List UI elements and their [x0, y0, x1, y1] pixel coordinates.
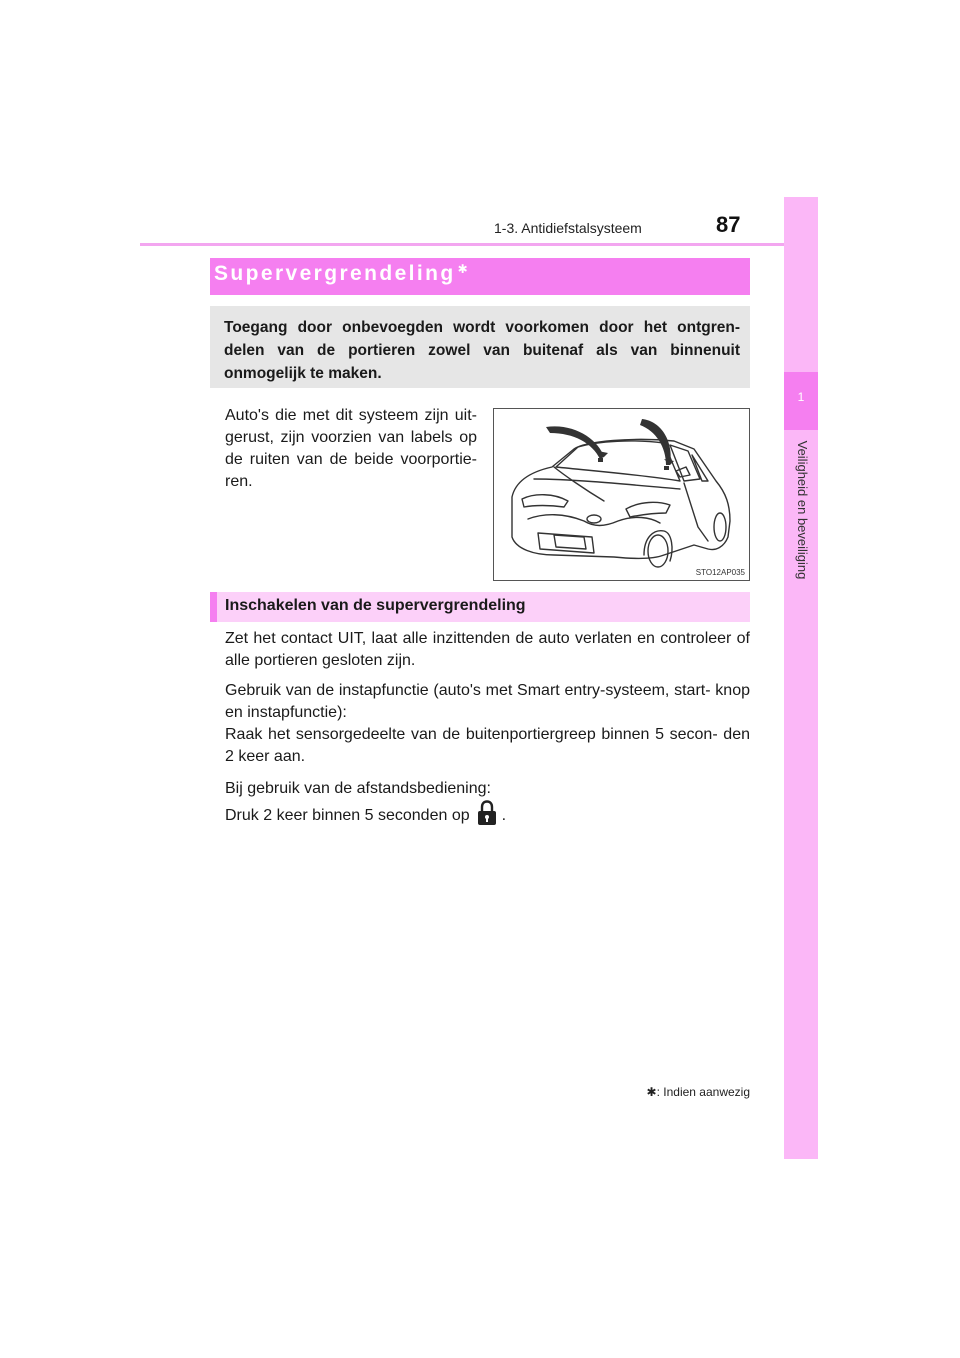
paragraph-entry-function: [225, 680, 750, 768]
paragraph-switch-off: Zet het contact UIT, laat alle inzittenden de auto verlaten en controleer of alle portieren gesloten zijn.: [225, 630, 750, 669]
remote-step-period: .: [501, 807, 507, 824]
footnote-text: : Indien aanwezig: [656, 1085, 750, 1099]
paragraph-remote-control-step: [225, 800, 750, 827]
equipped-vehicles-text: Auto's die met dit systeem zijn uit- gerust, zijn voorzien van labels op de ruiten van de beide voorportie- ren.: [225, 407, 477, 490]
chapter-label: Veiligheid en beveiliging: [795, 440, 810, 580]
subheading-accent: [210, 592, 217, 622]
paragraph-entry-function-intro: Gebruik van de instapfunctie (auto's met Smart entry-systeem, start- knop en instapfunctie):: [225, 682, 750, 721]
title-bar: [210, 258, 750, 295]
chapter-side-tab: [784, 197, 818, 1159]
intro-text: Toegang door onbevoegden wordt voorkomen door het ontgren- delen van de portieren zowel van buitenaf als van binnenuit onmogelijk te maken.: [224, 319, 740, 382]
lock-icon: [476, 800, 498, 826]
paragraph-remote-control: [225, 778, 750, 827]
subheading-text: Inschakelen van de supervergrendeling: [225, 597, 526, 614]
section-header: 1-3. Antidiefstalsysteem: [494, 220, 642, 236]
remote-step-text: Druk 2 keer binnen 5 seconden op: [225, 807, 470, 824]
asterisk-icon: ✱: [457, 262, 468, 276]
intro-box: [210, 306, 750, 388]
asterisk-icon: ✱: [646, 1085, 657, 1099]
page-title: [214, 262, 468, 286]
car-icon: [494, 409, 749, 580]
page-number: 87: [716, 212, 741, 237]
subheading-bar: [210, 592, 750, 622]
page-title-text: Supervergrendeling: [214, 262, 456, 285]
figure-code: STO12AP035: [695, 568, 745, 577]
paragraph-remote-control-intro: Bij gebruik van de afstandsbediening:: [225, 780, 491, 797]
header-rule: [140, 243, 818, 246]
chapter-number: 1: [797, 390, 805, 404]
paragraph-entry-function-step: Raak het sensorgedeelte van de buitenportiergreep binnen 5 secon- den 2 keer aan.: [225, 726, 750, 765]
car-illustration: [493, 408, 750, 581]
footnote: [520, 1085, 750, 1099]
